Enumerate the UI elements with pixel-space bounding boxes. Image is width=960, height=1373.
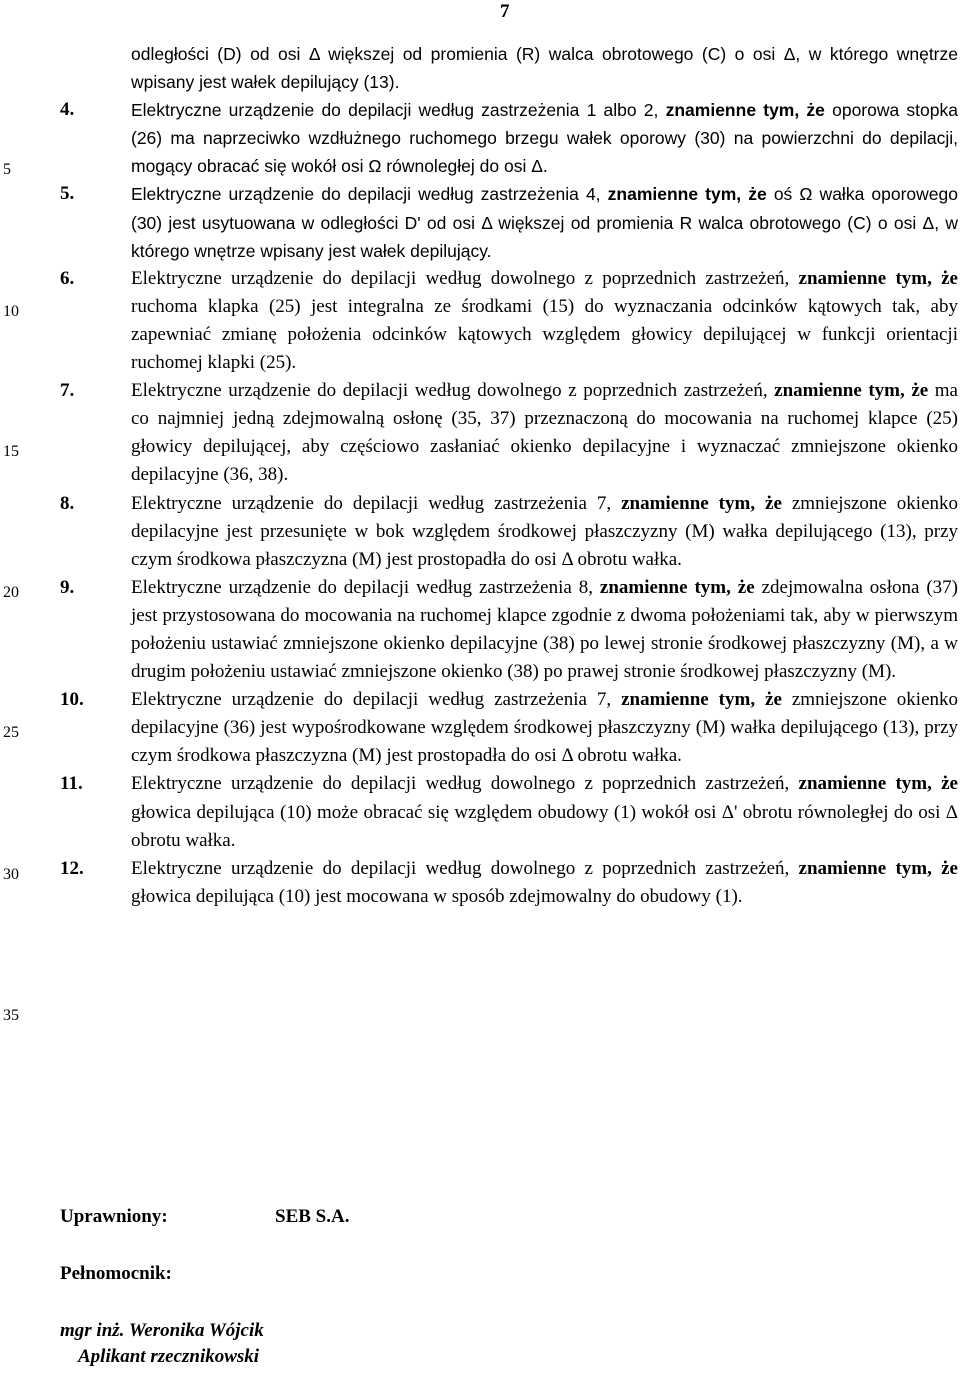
claim-text — [131, 574, 958, 686]
claim-preamble: Elektryczne urządzenie do depilacji według dowolnego z poprzednich zastrzeżeń, — [131, 380, 768, 402]
claim-characterizing-phrase: znamienne tym, że — [798, 773, 958, 795]
claim-9 — [60, 574, 958, 686]
claim-5 — [60, 180, 958, 264]
claim-body: głowica depilująca (10) może obracać się względem obudowy (1) wokół osi Δ' obrotu równoległej do osi Δ obrotu wałka. — [131, 801, 958, 851]
claim-body: ma co najmniej jedną zdejmowalną osłonę (35, 37) przeznaczoną do mocowania na ruchomej klapce (25) głowicy depilującej, aby częściowo zasłaniać okienko depilacyjne i wyznaczać zmniejszone okienko depilacyjne (36, 38). — [131, 380, 958, 486]
claim-text — [131, 686, 958, 770]
claim-text — [131, 770, 958, 854]
claim-number: 12. — [60, 857, 84, 879]
line-number-30: 30 — [3, 866, 19, 883]
claim-number: 4. — [60, 99, 75, 121]
attorney-label-block — [60, 1262, 172, 1286]
claim-preamble: Elektryczne urządzenie do depilacji według zastrzeżenia 8, — [131, 576, 593, 598]
claim-body: oś Ω wałka oporowego (30) jest usytuowana w odległości D' od osi Δ większej od promienia R walca obrotowego (C) o osi Δ, w którego wnętrze wpisany jest wałek depilujący. — [131, 184, 958, 261]
claim-text — [131, 265, 958, 377]
claim-number: 11. — [60, 773, 83, 795]
claim-body: ruchoma klapka (25) jest integralna ze środkami (15) do wyznaczania odcinków kątowych tak, aby zapewniać zmianę położenia odcinków kątowych względem głowicy depilującej w funkcji orientacji ruchomej klapki (25). — [131, 295, 958, 374]
claim-12 — [60, 855, 958, 911]
claim-text — [131, 96, 958, 180]
claim-number: 8. — [60, 492, 75, 514]
claim-preamble: Elektryczne urządzenie do depilacji według zastrzeżenia 7, — [131, 689, 612, 711]
claim-number: 9. — [60, 576, 75, 598]
claim-text — [131, 490, 958, 574]
claim-text — [131, 180, 958, 264]
attorney-name: mgr inż. Weronika Wójcik — [60, 1320, 264, 1341]
claim-number: 6. — [60, 267, 75, 289]
line-number-25: 25 — [3, 724, 19, 741]
claim-10 — [60, 686, 958, 770]
claim-preamble: Elektryczne urządzenie do depilacji według zastrzeżenia 4, — [131, 184, 601, 205]
claim-characterizing-phrase: znamienne tym, że — [621, 492, 782, 514]
claim-characterizing-phrase: znamienne tym, że — [665, 100, 825, 121]
claim-characterizing-phrase: znamienne tym, że — [774, 380, 929, 402]
line-number-5: 5 — [3, 161, 11, 178]
claim-11 — [60, 770, 958, 854]
claim-body: zmniejszone okienko depilacyjne jest przesunięte w bok względem środkowej płaszczyzny (M) wałka depilującego (13), przy czym środkowa płaszczyzna (M) jest prostopadła do osi Δ obrotu wałka. — [131, 492, 959, 570]
claim-text — [131, 855, 958, 911]
claim-characterizing-phrase: znamienne tym, że — [798, 857, 958, 879]
claim-preamble: Elektryczne urządzenie do depilacji według dowolnego z poprzednich zastrzeżeń, — [131, 267, 790, 289]
line-number-10: 10 — [3, 303, 19, 320]
line-number-35: 35 — [3, 1007, 19, 1024]
claim-4 — [60, 96, 958, 180]
claim-preamble: Elektryczne urządzenie do depilacji według zastrzeżenia 1 albo 2, — [131, 100, 659, 121]
claim-characterizing-phrase: znamienne tym, że — [607, 184, 767, 205]
claim-preamble: Elektryczne urządzenie do depilacji według zastrzeżenia 7, — [131, 492, 612, 514]
claim-text — [131, 377, 958, 489]
claim-number: 7. — [60, 380, 75, 402]
attorney-block — [60, 1318, 264, 1370]
claim-body: oporowa stopka (26) ma naprzeciwko wzdłużnego ruchomego brzegu wałek oporowy (30) na powierzchni do depilacji, mogący obracać się wokół osi Ω równoległej do osi Δ. — [131, 100, 958, 177]
authorized-label: Uprawniony: — [60, 1206, 168, 1227]
line-number-15: 15 — [3, 443, 19, 460]
line-number-20: 20 — [3, 584, 19, 601]
claim-body: głowica depilująca (10) jest mocowana w sposób zdejmowalny do obudowy (1). — [131, 885, 743, 907]
claim-number: 10. — [60, 689, 84, 711]
claim-preamble: Elektryczne urządzenie do depilacji według dowolnego z poprzednich zastrzeżeń, — [131, 773, 790, 795]
claim-preamble: Elektryczne urządzenie do depilacji według dowolnego z poprzednich zastrzeżeń, — [131, 857, 790, 879]
claim-body: zdejmowalna osłona (37) jest przystosowana do mocowania na ruchomej klapce zgodnie z dwoma położeniami tak, aby w pierwszym położeniu ustawiać zmniejszone okienko depilacyjne (38) po lewej stronie środkowej płaszczyzny (M), a w drugim położeniu ustawiać zmniejszone okienko (38) po prawej stronie środkowej płaszczyzny (M). — [131, 576, 959, 683]
authorized-party — [60, 1205, 350, 1229]
claim-characterizing-phrase: znamienne tym, że — [599, 576, 755, 598]
claim-number: 5. — [60, 183, 75, 205]
claim-body: zmniejszone okienko depilacyjne (36) jest wypośrodkowane względem środkowej płaszczyzny (M) wałka depilującego (13), przy czym środkowa płaszczyzna (M) jest prostopadła do osi Δ obrotu wałka. — [131, 689, 959, 767]
claims-list — [60, 40, 958, 911]
claim-characterizing-phrase: znamienne tym, że — [798, 267, 958, 289]
attorney-label: Pełnomocnik: — [60, 1263, 172, 1284]
claim-6 — [60, 265, 958, 377]
claim-7 — [60, 377, 958, 489]
attorney-title: Aplikant rzecznikowski — [78, 1346, 260, 1367]
claim-characterizing-phrase: znamienne tym, że — [621, 689, 782, 711]
page-number: 7 — [500, 1, 510, 22]
claim-text: odległości (D) od osi Δ większej od promienia (R) walca obrotowego (C) o osi Δ, w którego wnętrze wpisany jest wałek depilujący (13). — [131, 44, 958, 93]
claim-3-continuation — [60, 40, 958, 96]
authorized-value: SEB S.A. — [275, 1206, 350, 1227]
claim-8 — [60, 490, 958, 574]
